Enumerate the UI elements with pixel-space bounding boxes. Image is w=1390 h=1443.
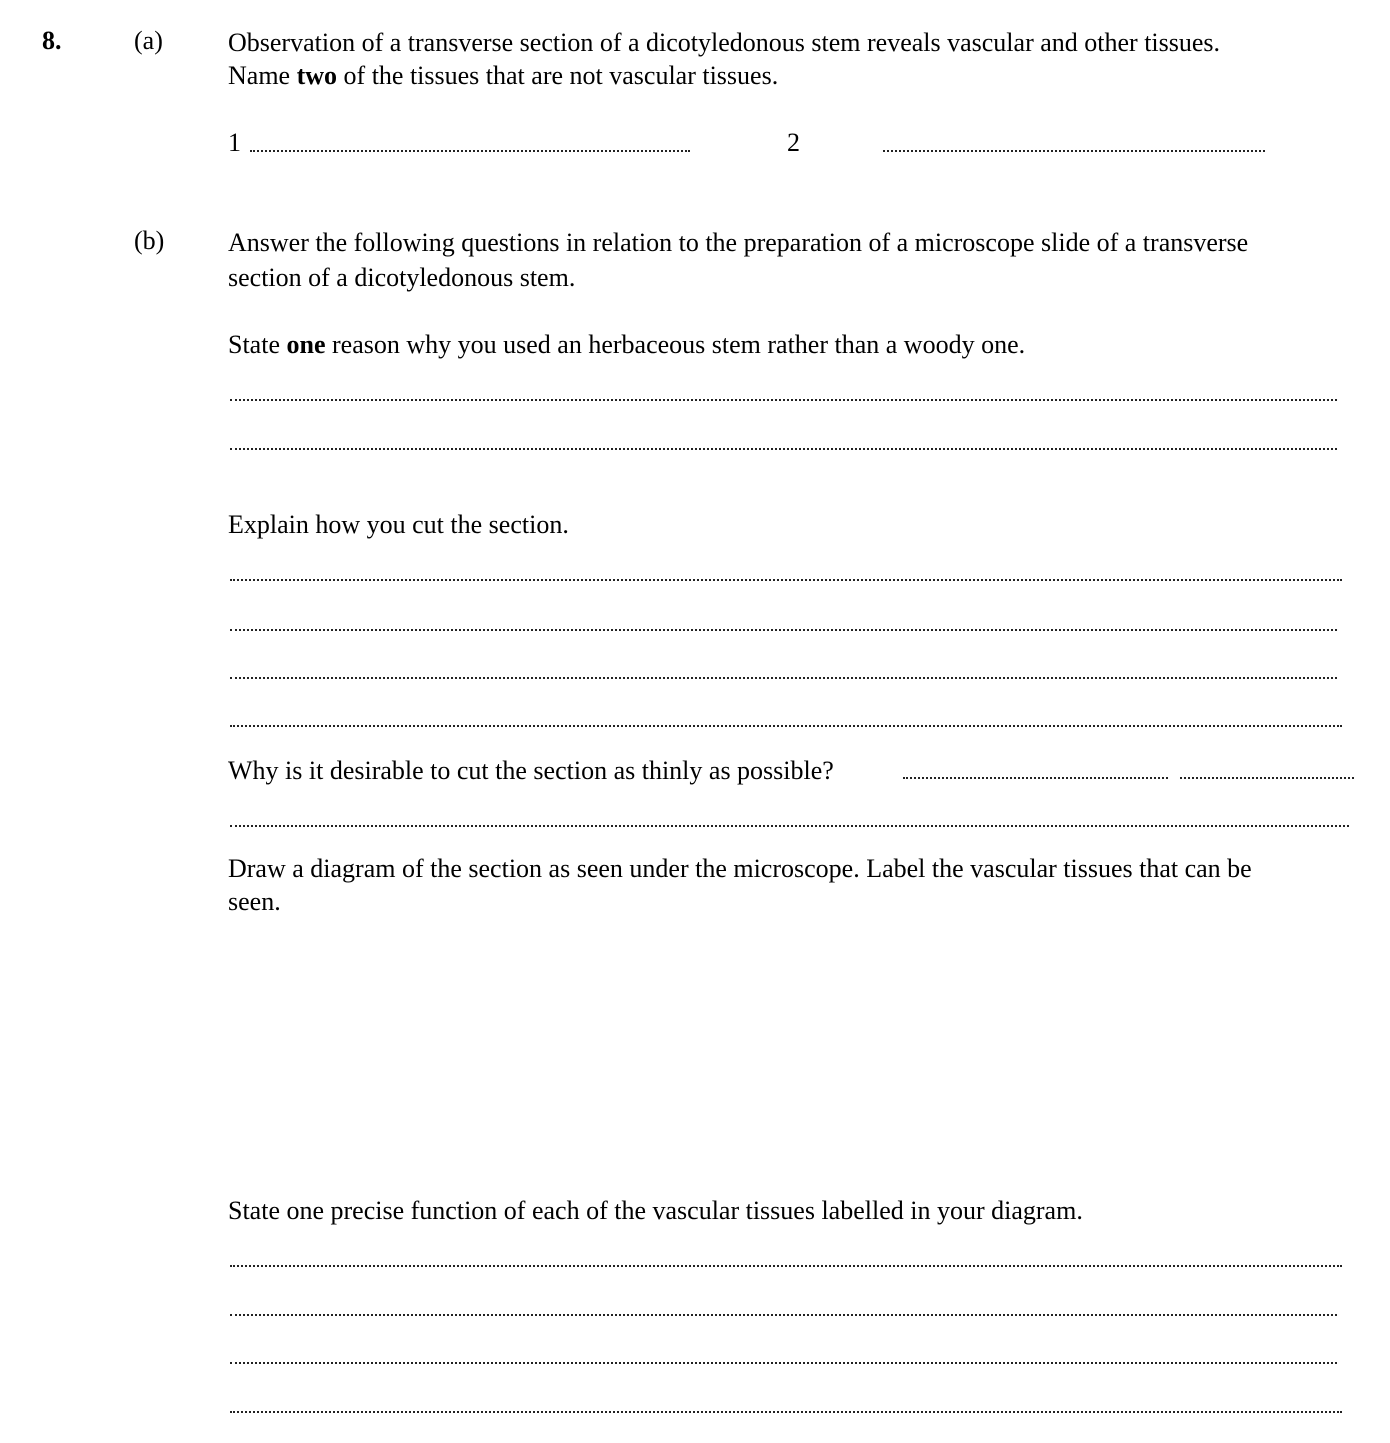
answer-2-line[interactable] [883, 150, 1265, 152]
part-b-intro-line-2: section of a dicotyledonous stem. [228, 263, 576, 292]
question-number: 8. [42, 26, 62, 55]
part-a-line-2-pre: Name [228, 61, 297, 90]
answer-line[interactable] [230, 629, 1337, 631]
answer-line[interactable] [230, 579, 1342, 581]
part-b-intro-line-1: Answer the following questions in relation to the preparation of a microscope slide of a transverse [228, 228, 1249, 257]
question-herbaceous-emphasis-one: one [286, 330, 326, 359]
answer-line[interactable] [230, 1411, 1342, 1413]
answer-1-line[interactable] [250, 150, 690, 152]
answer-line-inline[interactable] [1180, 777, 1354, 779]
answer-line[interactable] [230, 825, 1349, 827]
answer-line-inline[interactable] [903, 777, 1168, 779]
answer-line[interactable] [230, 725, 1342, 727]
part-a-line-1: Observation of a transverse section of a dicotyledonous stem reveals vascular and other tissues. [228, 28, 1221, 57]
answer-line[interactable] [230, 677, 1337, 679]
question-herbaceous-stem [228, 328, 1025, 361]
part-a-label: (a) [134, 26, 163, 55]
question-vascular-function: State one precise function of each of the vascular tissues labelled in your diagram. [228, 1196, 1083, 1225]
question-draw-diagram-line-2: seen. [228, 887, 281, 916]
answer-line[interactable] [230, 399, 1337, 401]
answer-line[interactable] [230, 1362, 1337, 1364]
diagram-drawing-area[interactable] [228, 925, 1348, 1180]
part-a-line-2 [228, 59, 778, 92]
question-thin-section: Why is it desirable to cut the section as thinly as possible? [228, 756, 834, 785]
question-herbaceous-pre: State [228, 330, 287, 359]
question-draw-diagram-line-1: Draw a diagram of the section as seen under the microscope. Label the vascular tissues that can be [228, 854, 1252, 883]
question-cut-section: Explain how you cut the section. [228, 510, 569, 539]
answer-line[interactable] [230, 448, 1337, 450]
part-b-label: (b) [134, 226, 165, 255]
answer-line[interactable] [230, 1265, 1342, 1267]
answer-1-label: 1 [228, 128, 241, 157]
part-a-line-2-post: of the tissues that are not vascular tissues. [337, 61, 779, 90]
question-herbaceous-post: reason why you used an herbaceous stem rather than a woody one. [325, 330, 1026, 359]
answer-2-label: 2 [787, 128, 800, 157]
part-a-emphasis-two: two [296, 61, 338, 90]
answer-line[interactable] [230, 1314, 1337, 1316]
